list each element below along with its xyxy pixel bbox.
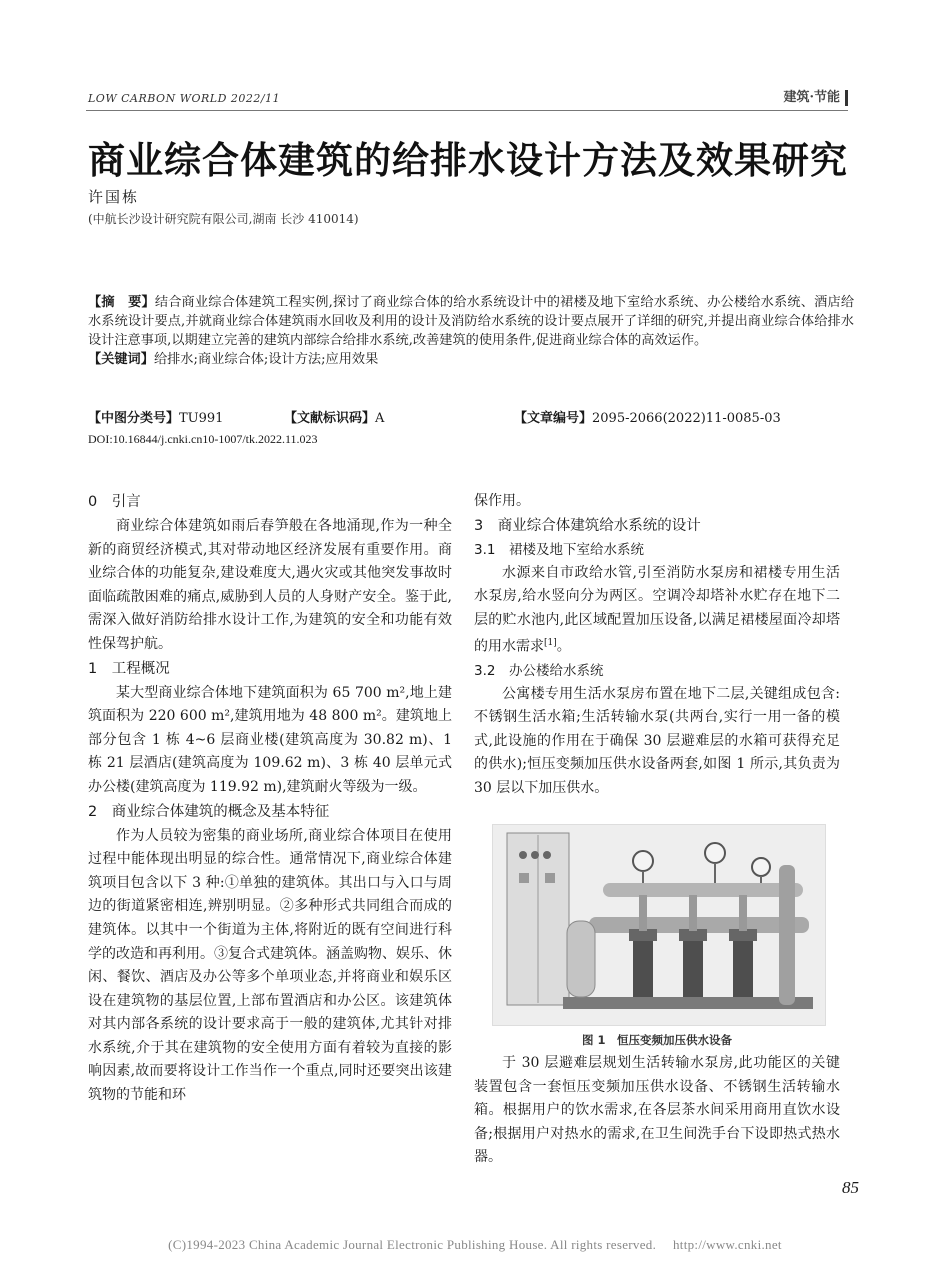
page-number: 85 [842,1178,859,1197]
doc-code-field [284,407,384,426]
author: 许国栋 [88,188,140,206]
clc-label: 【中图分类号】 [88,411,180,426]
page-title: 商业综合体建筑的给排水设计方法及效果研究 [88,139,848,182]
keywords-label: 【关键词】 [88,352,154,367]
header-bar [845,90,848,106]
abstract-label: 【摘 要】 [88,295,155,310]
section-2-heading: 2 商业综合体建筑的概念及基本特征 [88,803,330,820]
doc-code-value: A [375,411,385,426]
section-0-heading: 0 引言 [88,494,141,510]
section-1-paragraph: 某大型商业综合体地下建筑面积为 65 700 m²,地上建筑面积为 220 600 m²,建筑用地为 48 800 m²。建筑地上部分包含 1 栋 4~6 层商业楼(建筑高度为 30.82 m)、1 栋 21 层酒店(建筑高度为 109.62 m)、3 栋 40 层单元式办公楼(建筑高度为 119.92 m),建筑耐火等级为一级。 [88,684,452,795]
doi: DOI:10.16844/j.cnki.cn10-1007/tk.2022.11.023 [88,432,318,446]
abstract [88,293,854,369]
pump-equipment-illustration [493,825,825,1025]
citation-ref: [1] [544,638,557,649]
abstract-text: 结合商业综合体建筑工程实例,探讨了商业综合体的给水系统设计中的裙楼及地下室给水系统、办公楼给水系统、酒店给水系统设计要点,并就商业综合体建筑雨水回收及利用的设计及消防给水系统的设计要点展开了详细的研究,并提出商业综合体给排水设计注意事项,以期建立完善的建筑内部综合给排水系统,改善建筑的使用条件,促进商业综合体的高效运作。 [88,295,855,348]
section-3-2-heading: 3.2 办公楼给水系统 [474,662,604,679]
journal-header: LOW CARBON WORLD 2022/11 [88,92,281,105]
section-3-2-paragraph: 公寓楼专用生活水泵房布置在地下二层,关键组成包含:不锈钢生活水箱;生活转输水泵(共两台,实行一用一备的模式,此设施的作用在于确保 30 层避难层的水箱可获得充足的供水);恒压变频加压供水设备两套,如图 1 所示,其负责为 30 层以下加压供水。 [474,685,840,796]
header-rule [86,110,848,111]
section-3-1-paragraph [474,562,840,660]
article-no-field [514,407,781,426]
article-no-label: 【文章编号】 [514,411,593,426]
affiliation: (中航长沙设计研究院有限公司,湖南 长沙 410014) [88,212,359,226]
section-3-1-end: 。 [556,639,571,656]
section-1-heading: 1 工程概况 [88,660,170,677]
right-column-top [474,490,840,801]
clc-field [88,407,223,426]
section-3-2-paragraph-2: 于 30 层避难层规划生活转输水泵房,此功能区的关键装置包含一套恒压变频加压供水设备、不锈钢生活转输水箱。根据用户的饮水需求,在各层茶水间采用商用直饮水设备;根据用户对热水的需求,在卫生间洗手台下设即热式热水器。 [474,1055,840,1166]
doc-code-label: 【文献标识码】 [284,411,376,426]
article-no-value: 2095-2066(2022)11-0085-03 [592,411,781,426]
keywords-text: 给排水;商业综合体;设计方法;应用效果 [153,352,379,367]
section-header: 建筑·节能 [783,90,840,105]
copyright-footer: (C)1994-2023 China Academic Journal Electronic Publishing House. All rights reserved. http://www.cnki.net [168,1237,782,1252]
section-3-heading: 3 商业综合体建筑给水系统的设计 [474,517,701,534]
left-column [88,490,452,1108]
figure-equipment-image [492,824,826,1026]
clc-value: TU991 [179,411,224,426]
section-0-paragraph: 商业综合体建筑如雨后春笋般在各地涌现,作为一种全新的商贸经济模式,其对带动地区经济发展有重要作用。商业综合体的功能复杂,建设难度大,遇火灾或其他突发事故时面临疏散困难的痛点,威胁到人员的人身财产安全。鉴于此,需深入做好消防给排水设计工作,为建筑的安全和功能有效性保驾护航。 [88,518,452,652]
section-2-paragraph: 作为人员较为密集的商业场所,商业综合体项目在使用过程中能体现出明显的综合性。通常情况下,商业综合体建筑项目包含以下 3 种:①单独的建筑体。其出口与入口与周边的街道紧密相连,辨别明显。②多种形式共同组合而成的建筑体。以其中一个街道为主体,将附近的既有空间进行科学的改造和再利用。③复合式建筑体。涵盖购物、娱乐、休闲、餐饮、酒店及办公等多个单项业态,并将商业和娱乐区设在建筑物的基层位置,上部布置酒店和办公区。该建筑体对其内部各系统的设计要求高于一般的建筑体,尤其针对排水系统,介于其在建筑物的安全使用方面有着较为直接的影响因素,故而要将设计工作当作一个重点,同时还要突出该建筑物的节能和环 [88,827,452,1104]
section-3-1-text: 水源来自市政给水管,引至消防水泵房和裙楼专用生活水泵房,给水竖向分为两区。空调冷却塔补水贮存在地下二层的贮水池内,此区域配置加压设备,以满足裙楼屋面冷却塔的用水需求 [474,564,840,656]
right-column-bottom [474,1052,840,1170]
section-3-1-heading: 3.1 裙楼及地下室给水系统 [474,541,644,558]
figure-caption: 图 1 恒压变频加压供水设备 [581,1033,732,1047]
continued-text: 保作用。 [474,493,530,509]
